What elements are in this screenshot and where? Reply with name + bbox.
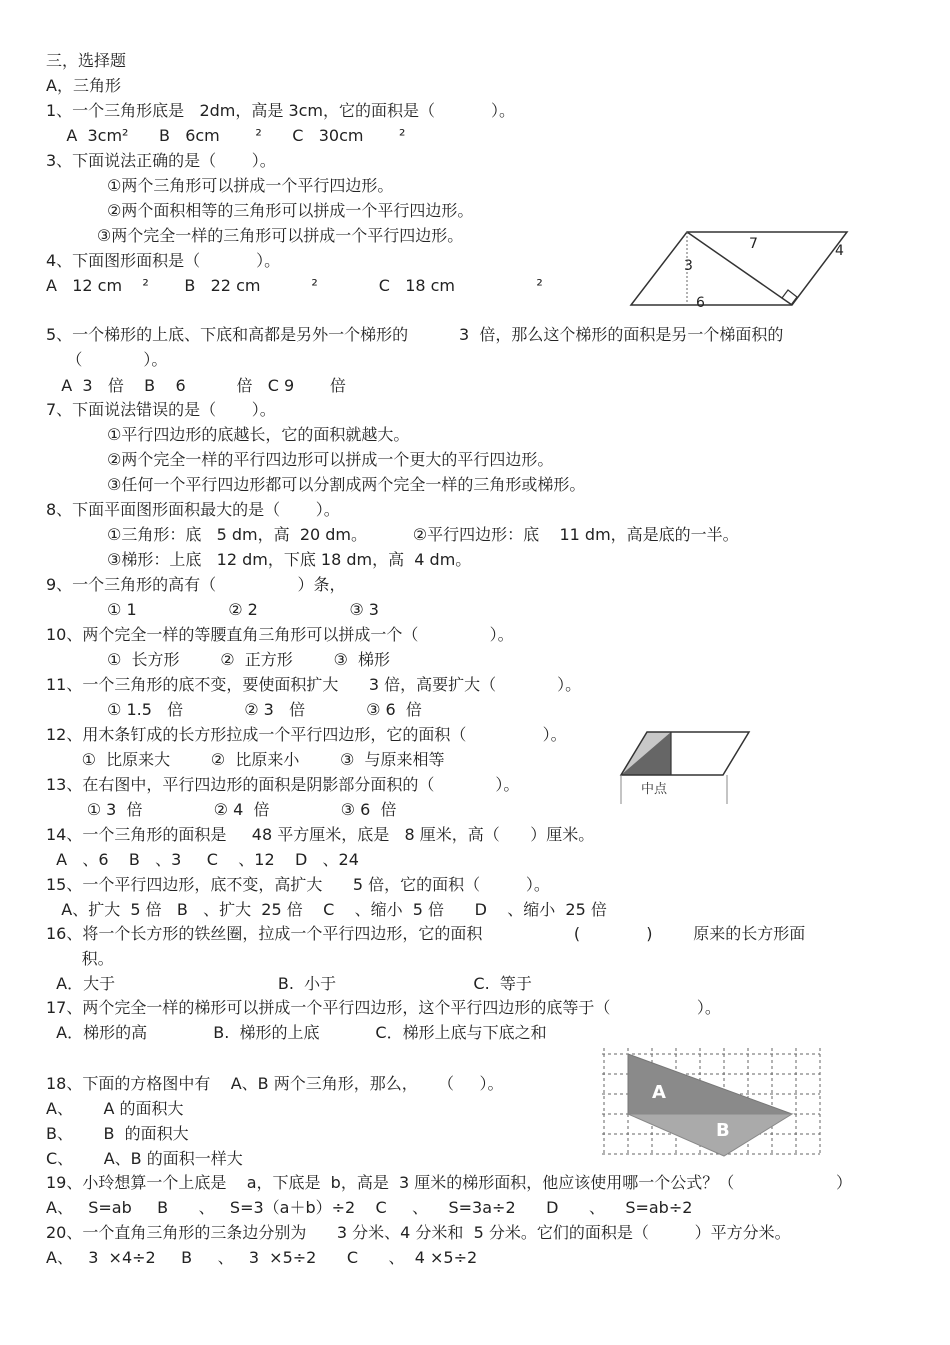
question-12-options: ① 比原来大 ② 比原来小 ③ 与原来相等 xyxy=(46,750,445,769)
question-4-figure xyxy=(625,225,855,311)
question-13-figure xyxy=(617,728,752,806)
midpoint-label: 中点 xyxy=(641,782,668,797)
label-6: 6 xyxy=(696,295,705,311)
question-5-options: A 3 倍 B 6 倍 C 9 倍 xyxy=(46,376,346,395)
question-7-option-2: ②两个完全一样的平行四边形可以拼成一个更大的平行四边形。 xyxy=(46,450,554,469)
question-19-options: A、 S=ab B 、 S=3（a＋b）÷2 C 、 S=3a÷2 D 、 S=ab÷2 xyxy=(46,1198,693,1217)
question-14: 14、一个三角形的面积是 48 平方厘米，底是 8 厘米，高（ ）厘米。 xyxy=(46,825,595,844)
question-19: 19、小玲想算一个上底是 a，下底是 b，高是 3 厘米的梯形面积，他应该使用哪一个公式？（ ） xyxy=(46,1173,852,1192)
label-3: 3 xyxy=(684,258,693,274)
subsection-heading: A，三角形 xyxy=(46,76,121,95)
label-a: A xyxy=(652,1082,666,1103)
label-7: 7 xyxy=(749,236,758,252)
question-18-option-b: B、 B 的面积大 xyxy=(46,1124,189,1143)
question-17: 17、两个完全一样的梯形可以拼成一个平行四边形，这个平行四边形的底等于（ ）。 xyxy=(46,998,721,1017)
triangle-b xyxy=(628,1114,792,1156)
question-9: 9、一个三角形的高有（ ）条， xyxy=(46,575,346,594)
question-8: 8、下面平面图形面积最大的是（ ）。 xyxy=(46,500,340,519)
question-7: 7、下面说法错误的是（ ）。 xyxy=(46,400,276,419)
question-4: 4、下面图形面积是（ ）。 xyxy=(46,251,281,270)
question-16: 16、将一个长方形的铁丝圈，拉成一个平行四边形，它的面积 ( ) 原来的长方形面 xyxy=(46,924,806,943)
question-5: 5、一个梯形的上底、下底和高都是另外一个梯形的 3 倍，那么这个梯形的面积是另一个梯面积的 xyxy=(46,325,784,344)
question-3-option-2: ②两个面积相等的三角形可以拼成一个平行四边形。 xyxy=(46,201,474,220)
question-12: 12、用木条钉成的长方形拉成一个平行四边形，它的面积（ ）。 xyxy=(46,725,567,744)
question-3-option-3: ③两个完全一样的三角形可以拼成一个平行四边形。 xyxy=(46,226,464,245)
question-3-option-1: ①两个三角形可以拼成一个平行四边形。 xyxy=(46,176,394,195)
question-18: 18、下面的方格图中有 A、B 两个三角形，那么， （ ）。 xyxy=(46,1074,504,1093)
question-17-options: A．梯形的高 B. 梯形的上底 C．梯形上底与下底之和 xyxy=(46,1023,547,1042)
question-18-option-a: A、 A 的面积大 xyxy=(46,1099,184,1118)
question-7-option-1: ①平行四边形的底越长，它的面积就越大。 xyxy=(46,425,410,444)
question-5-cont: （ ）。 xyxy=(46,350,168,369)
question-10: 10、两个完全一样的等腰直角三角形可以拼成一个（ ）。 xyxy=(46,625,514,644)
question-1-options: A 3cm² B 6cm ² C 30cm ² xyxy=(46,126,406,145)
question-8-options-a: ①三角形：底 5 dm，高 20 dm。 ②平行四边形：底 11 dm，高是底的一半。 xyxy=(46,525,739,544)
question-9-options: ① 1 ② 2 ③ 3 xyxy=(46,600,379,619)
question-4-options: A 12 cm ² B 22 cm ² C 18 cm ² xyxy=(46,276,543,295)
question-1: 1、一个三角形底是 2dm，高是 3cm，它的面积是（ ）。 xyxy=(46,101,515,120)
question-18-option-c: C、 A、B 的面积一样大 xyxy=(46,1149,243,1168)
question-7-option-3: ③任何一个平行四边形都可以分割成两个完全一样的三角形或梯形。 xyxy=(46,475,586,494)
question-14-options: A 、6 B 、3 C 、12 D 、24 xyxy=(46,850,359,869)
question-15: 15、一个平行四边形，底不变，高扩大 5 倍，它的面积（ ）。 xyxy=(46,875,550,894)
question-8-options-b: ③梯形：上底 12 dm，下底 18 dm，高 4 dm。 xyxy=(46,550,472,569)
question-16-cont: 积。 xyxy=(46,949,114,968)
question-3: 3、下面说法正确的是（ ）。 xyxy=(46,151,276,170)
question-11: 11、一个三角形的底不变，要使面积扩大 3 倍，高要扩大（ ）。 xyxy=(46,675,582,694)
question-20: 20、一个直角三角形的三条边分别为 3 分米、4 分米和 5 分米。它们的面积是（ ）平方分米。 xyxy=(46,1223,791,1242)
question-20-options: A、 3 ×4÷2 B 、 3 ×5÷2 C 、 4 ×5÷2 xyxy=(46,1248,478,1267)
question-13: 13、在右图中，平行四边形的面积是阴影部分面积的（ ）。 xyxy=(46,775,520,794)
question-10-options: ① 长方形 ② 正方形 ③ 梯形 xyxy=(46,650,390,669)
question-13-options: ① 3 倍 ② 4 倍 ③ 6 倍 xyxy=(46,800,397,819)
question-16-options: A．大于 B. 小于 C. 等于 xyxy=(46,974,532,993)
question-11-options: ① 1.5 倍 ② 3 倍 ③ 6 倍 xyxy=(46,700,422,719)
section-heading: 三，选择题 xyxy=(46,51,127,70)
question-15-options: A、扩大 5 倍 B 、扩大 25 倍 C 、缩小 5 倍 D 、缩小 25 倍 xyxy=(46,900,607,919)
question-18-figure xyxy=(592,1038,832,1160)
label-b: B xyxy=(716,1120,730,1141)
label-4: 4 xyxy=(835,243,844,259)
